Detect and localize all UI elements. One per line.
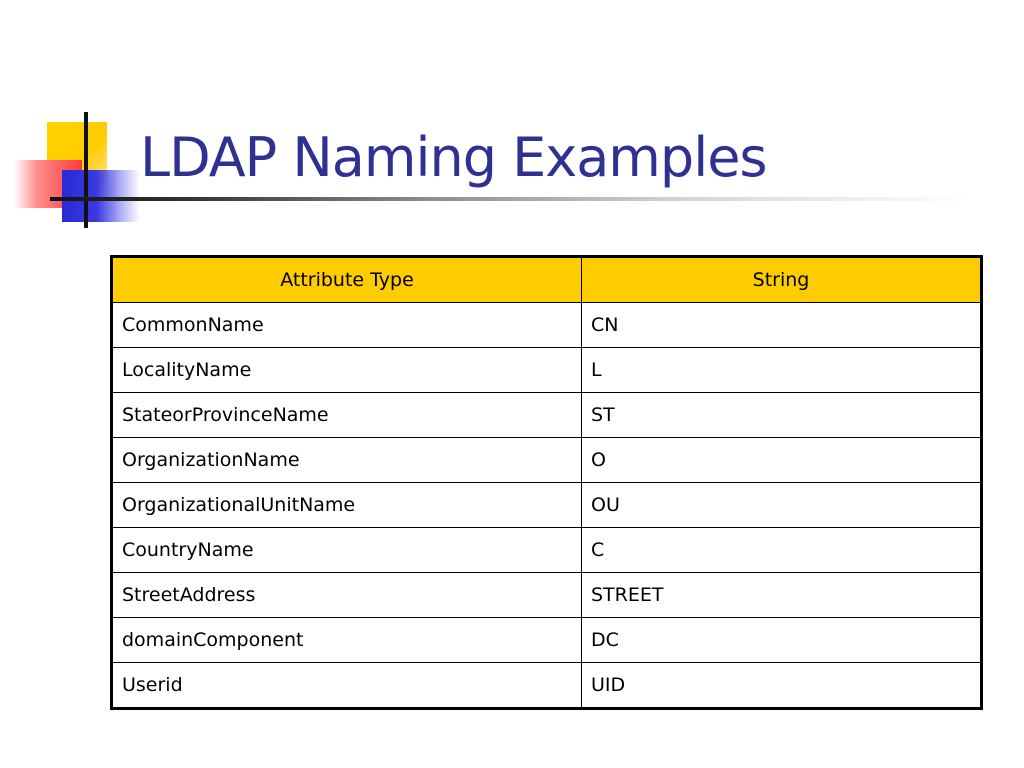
string-cell: O [582, 438, 982, 483]
logo-vertical-line [84, 112, 88, 228]
logo-blue-square [62, 170, 140, 222]
attribute-type-cell: Userid [112, 663, 582, 709]
ldap-attribute-table [110, 255, 983, 710]
string-cell: ST [582, 393, 982, 438]
table-row [112, 483, 982, 528]
attribute-type-cell: StreetAddress [112, 573, 582, 618]
attribute-type-cell: CountryName [112, 528, 582, 573]
header-attribute-type: Attribute Type [112, 257, 582, 303]
header-string: String [582, 257, 982, 303]
string-cell: DC [582, 618, 982, 663]
table-row [112, 438, 982, 483]
string-cell: L [582, 348, 982, 393]
string-cell: OU [582, 483, 982, 528]
table-row [112, 348, 982, 393]
table-row [112, 573, 982, 618]
attribute-type-cell: CommonName [112, 303, 582, 348]
attribute-type-cell: domainComponent [112, 618, 582, 663]
attribute-type-cell: OrganizationalUnitName [112, 483, 582, 528]
string-cell: UID [582, 663, 982, 709]
slide-title: LDAP Naming Examples [140, 126, 767, 189]
table-row [112, 528, 982, 573]
string-cell: C [582, 528, 982, 573]
attribute-type-cell: OrganizationName [112, 438, 582, 483]
table-row [112, 618, 982, 663]
attribute-type-cell: StateorProvinceName [112, 393, 582, 438]
string-cell: STREET [582, 573, 982, 618]
table-row [112, 303, 982, 348]
table-row [112, 393, 982, 438]
string-cell: CN [582, 303, 982, 348]
attribute-type-cell: LocalityName [112, 348, 582, 393]
table-row [112, 663, 982, 709]
table-header-row [112, 257, 982, 303]
